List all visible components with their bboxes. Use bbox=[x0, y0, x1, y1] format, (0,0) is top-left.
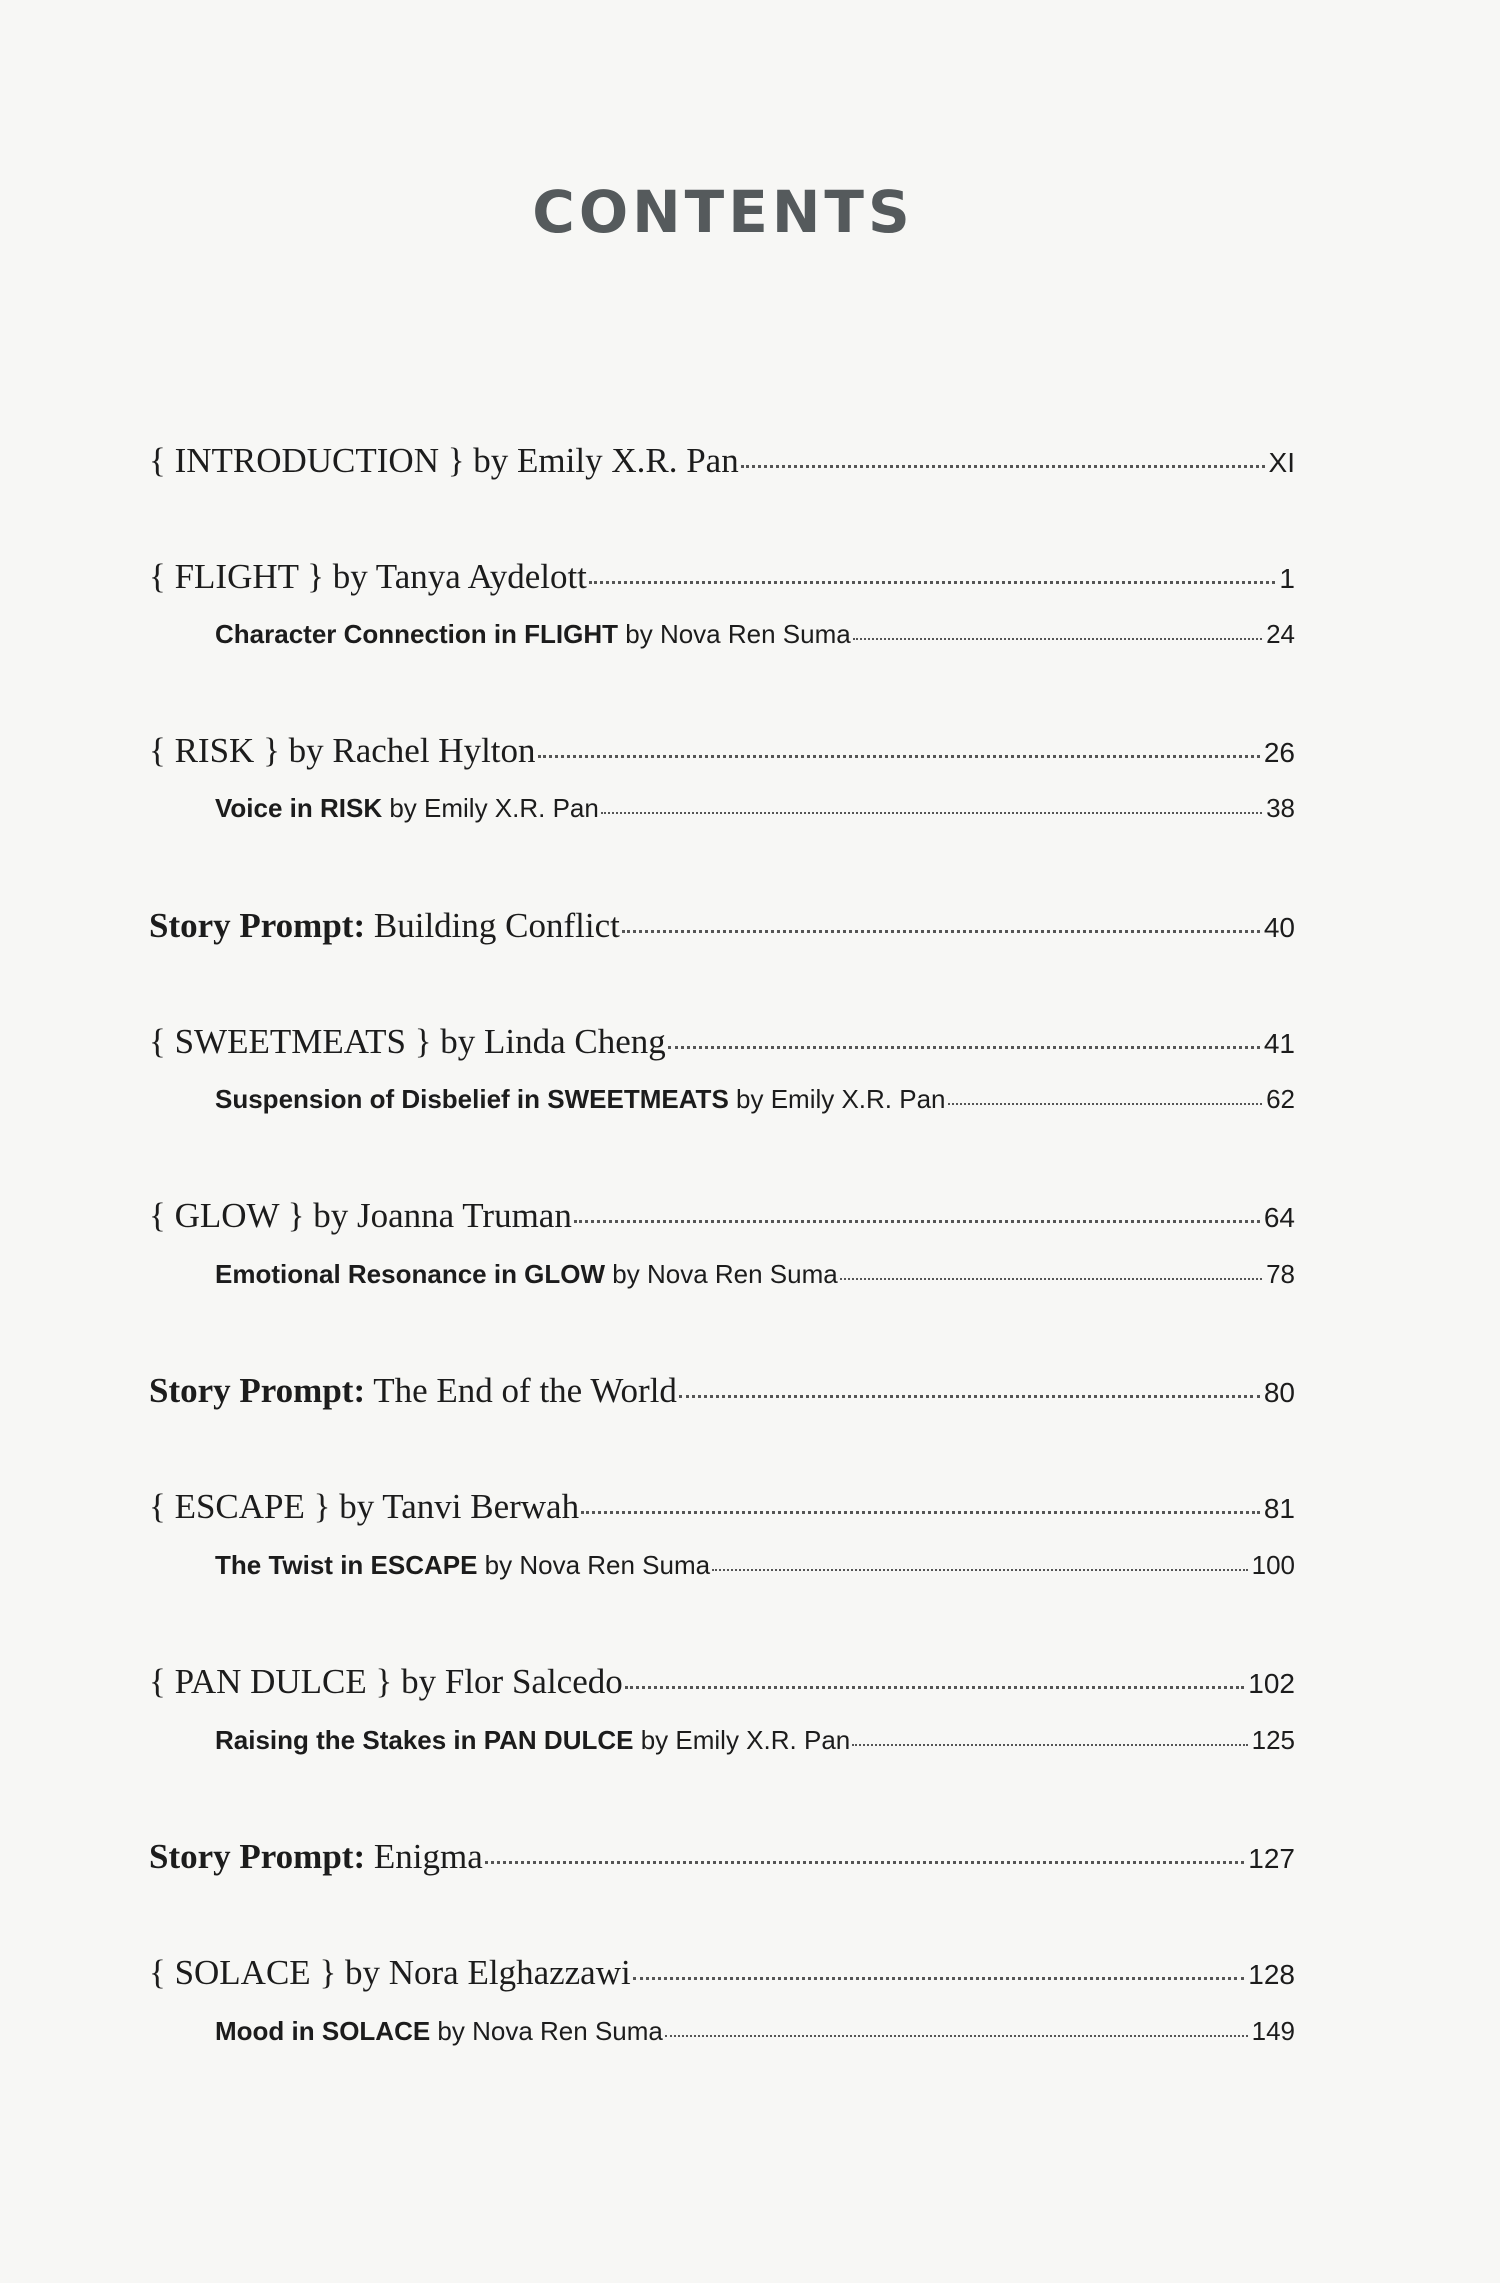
entry-title: Raising the Stakes in PAN DULCE by Emily X.R. Pan bbox=[215, 1725, 851, 1755]
dot-leader bbox=[538, 755, 1260, 758]
page-number: 26 bbox=[1263, 737, 1295, 768]
page-title: CONTENTS bbox=[532, 178, 914, 246]
dot-leader bbox=[622, 930, 1260, 933]
dot-leader bbox=[853, 638, 1262, 640]
dot-leader bbox=[948, 1103, 1263, 1105]
dot-leader bbox=[741, 465, 1265, 468]
page-number: 64 bbox=[1263, 1202, 1295, 1233]
toc-entry[interactable] bbox=[149, 1662, 1295, 1706]
entry-title: { RISK } by Rachel Hylton bbox=[149, 731, 536, 770]
entry-title: Story Prompt: Building Conflict bbox=[149, 906, 620, 945]
story-prompt-entry[interactable] bbox=[149, 1371, 1295, 1415]
toc-subentry[interactable] bbox=[215, 1725, 1295, 1761]
entry-title: Voice in RISK by Emily X.R. Pan bbox=[215, 793, 599, 823]
entry-title: Emotional Resonance in GLOW by Nova Ren Suma bbox=[215, 1259, 838, 1289]
entry-title: Mood in SOLACE by Nova Ren Suma bbox=[215, 2016, 663, 2046]
toc-subentry[interactable] bbox=[215, 619, 1295, 655]
dot-leader bbox=[668, 1046, 1260, 1049]
dot-leader bbox=[852, 1744, 1247, 1746]
page-number: 40 bbox=[1263, 912, 1295, 943]
dot-leader bbox=[679, 1395, 1260, 1398]
dot-leader bbox=[633, 1977, 1245, 1980]
toc-entry[interactable] bbox=[149, 1022, 1295, 1066]
entry-title: Story Prompt: Enigma bbox=[149, 1837, 483, 1876]
dot-leader bbox=[665, 2035, 1248, 2037]
toc-entry[interactable] bbox=[149, 731, 1295, 775]
page-number: 1 bbox=[1279, 563, 1295, 594]
toc-entry[interactable] bbox=[149, 1196, 1295, 1240]
toc-subentry[interactable] bbox=[215, 2016, 1295, 2052]
toc-entry[interactable] bbox=[149, 557, 1295, 601]
dot-leader bbox=[625, 1686, 1245, 1689]
dot-leader bbox=[574, 1220, 1260, 1223]
page-number: 102 bbox=[1248, 1668, 1295, 1699]
page-number: 128 bbox=[1248, 1959, 1295, 1990]
dot-leader bbox=[485, 1861, 1245, 1864]
entry-title: { FLIGHT } by Tanya Aydelott bbox=[149, 557, 587, 596]
story-prompt-entry[interactable] bbox=[149, 1837, 1295, 1881]
entry-title: { SWEETMEATS } by Linda Cheng bbox=[149, 1022, 666, 1061]
toc-subentry[interactable] bbox=[215, 1259, 1295, 1295]
story-prompt-entry[interactable] bbox=[149, 906, 1295, 950]
entry-title: { ESCAPE } by Tanvi Berwah bbox=[149, 1487, 580, 1526]
page-number: 80 bbox=[1263, 1377, 1295, 1408]
entry-title: { INTRODUCTION } by Emily X.R. Pan bbox=[149, 441, 739, 480]
entry-title: { GLOW } by Joanna Truman bbox=[149, 1196, 572, 1235]
toc-entry[interactable] bbox=[149, 1487, 1295, 1531]
dot-leader bbox=[712, 1569, 1248, 1571]
page-number: 125 bbox=[1251, 1725, 1295, 1755]
page-number: 149 bbox=[1251, 2016, 1295, 2046]
page-number: 62 bbox=[1266, 1084, 1295, 1114]
page-number: 78 bbox=[1266, 1259, 1295, 1289]
entry-title: Character Connection in FLIGHT by Nova Ren Suma bbox=[215, 619, 851, 649]
toc-entry[interactable] bbox=[149, 441, 1295, 485]
page-number: XI bbox=[1268, 447, 1295, 478]
entry-title: Suspension of Disbelief in SWEETMEATS by Emily X.R. Pan bbox=[215, 1084, 946, 1114]
toc-entry[interactable] bbox=[149, 1953, 1295, 1997]
entry-title: The Twist in ESCAPE by Nova Ren Suma bbox=[215, 1550, 711, 1580]
page-number: 100 bbox=[1251, 1550, 1295, 1580]
entry-title: Story Prompt: The End of the World bbox=[149, 1371, 677, 1410]
page-number: 127 bbox=[1248, 1843, 1295, 1874]
toc-subentry[interactable] bbox=[215, 1084, 1295, 1120]
dot-leader bbox=[840, 1278, 1262, 1280]
dot-leader bbox=[589, 581, 1276, 584]
entry-title: { SOLACE } by Nora Elghazzawi bbox=[149, 1953, 631, 1992]
toc-subentry[interactable] bbox=[215, 793, 1295, 829]
dot-leader bbox=[581, 1511, 1260, 1514]
entry-title: { PAN DULCE } by Flor Salcedo bbox=[149, 1662, 623, 1701]
page-number: 41 bbox=[1263, 1028, 1295, 1059]
page-number: 81 bbox=[1263, 1493, 1295, 1524]
page-number: 38 bbox=[1266, 793, 1295, 823]
page-number: 24 bbox=[1266, 619, 1295, 649]
toc-subentry[interactable] bbox=[215, 1550, 1295, 1586]
dot-leader bbox=[601, 812, 1262, 814]
